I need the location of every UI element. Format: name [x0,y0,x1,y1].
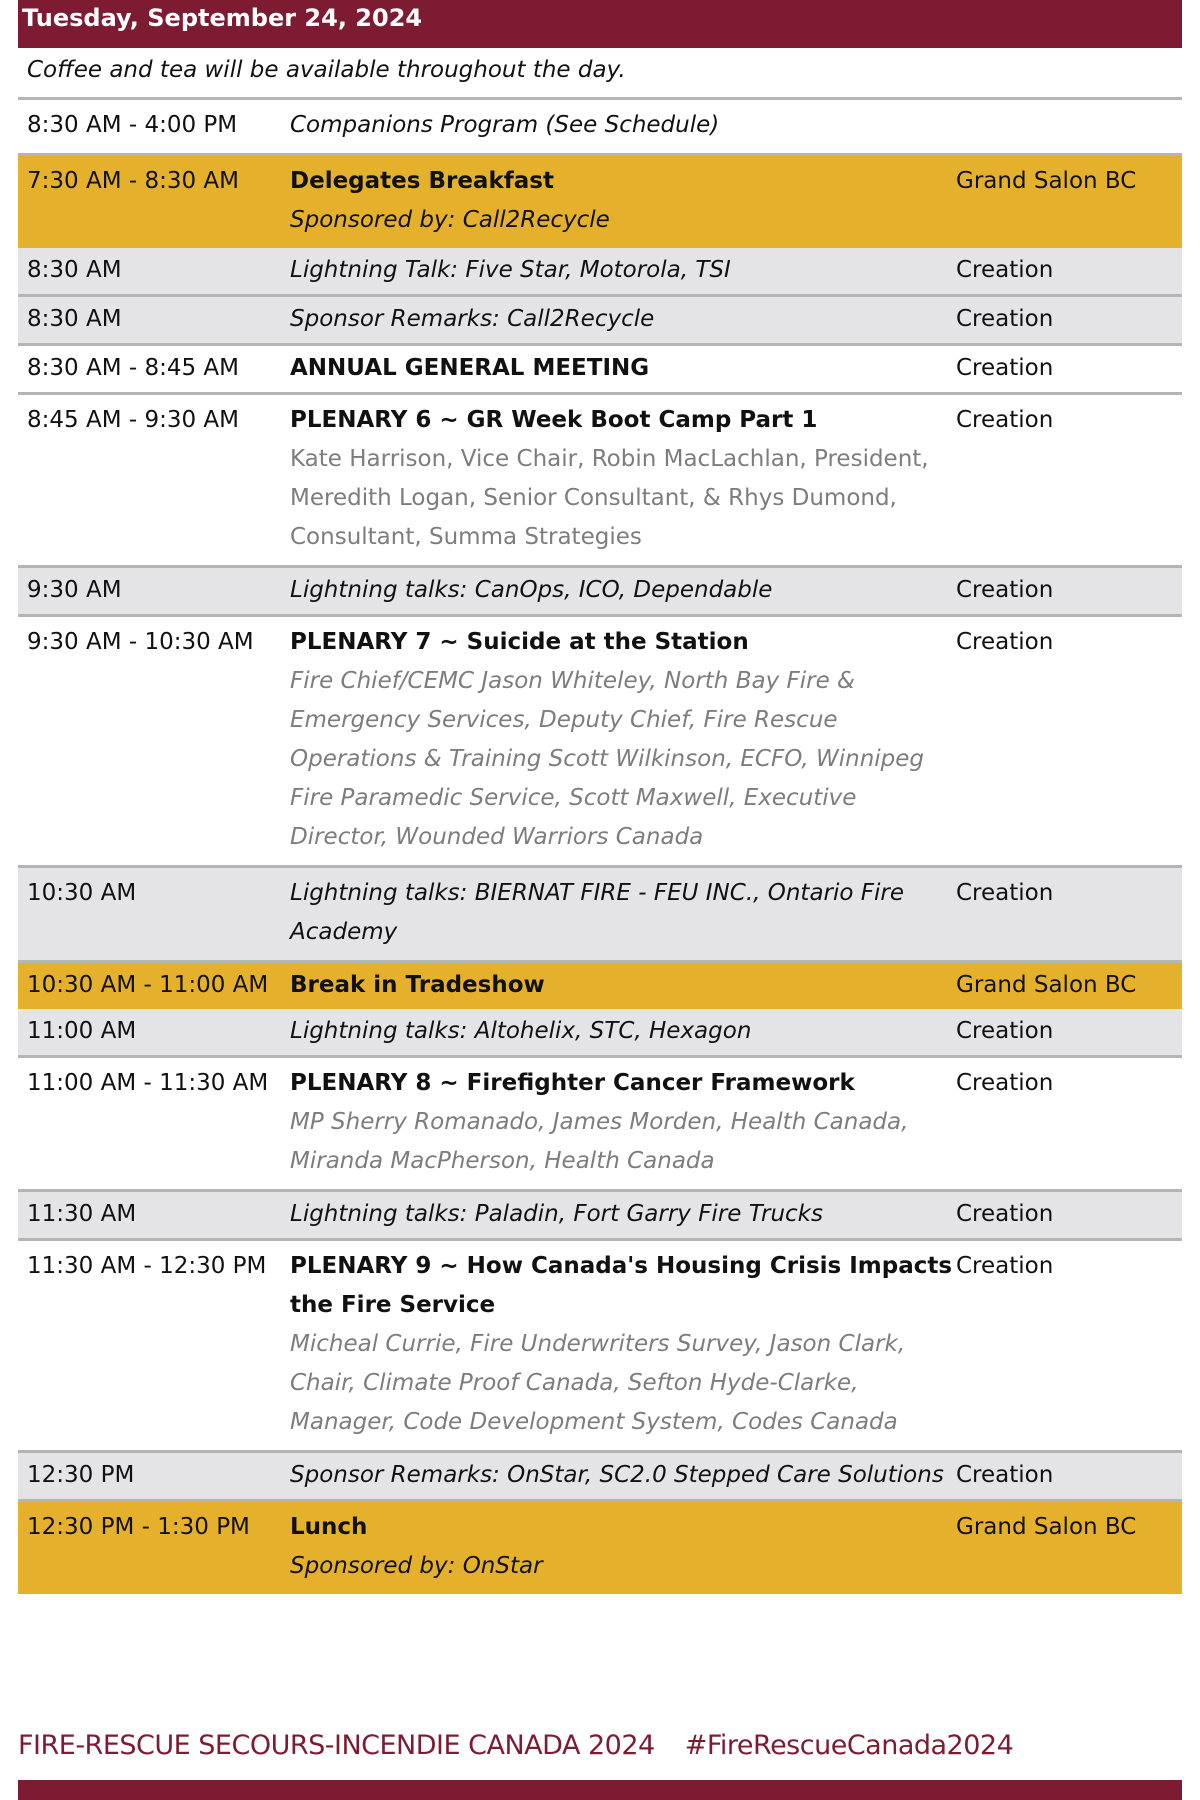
event-title: Lightning Talk: Five Star, Motorola, TSI [290,257,731,283]
event-title: Lightning talks: Paladin, Fort Garry Fire Trucks [290,1201,823,1227]
event-title: ANNUAL GENERAL MEETING [290,355,650,381]
event-speakers: Kate Harrison, Vice Chair, Robin MacLachlan, President, Meredith Logan, Senior Consultant, & Rhys Dumond, Consultant, Summa Strategies [290,446,929,550]
row-event [290,349,956,388]
row-time: 8:30 AM [27,306,122,332]
row-room: Creation [956,1070,1054,1096]
row-event [290,1508,956,1586]
event-title: PLENARY 6 ~ GR Week Boot Camp Part 1 [290,407,818,433]
row-time: 10:30 AM - 11:00 AM [27,972,269,998]
row-event [290,1064,956,1181]
schedule-row [18,297,1182,346]
row-time: 7:30 AM - 8:30 AM [27,168,239,194]
row-event [290,251,956,290]
footer-bar [18,1780,1182,1800]
row-time: 12:30 PM [27,1462,135,1488]
row-event [290,1247,956,1442]
schedule-row-highlight [18,1502,1182,1594]
row-event [290,966,956,1005]
schedule-row [18,1241,1182,1453]
row-event [290,623,956,857]
row-room: Creation [956,355,1054,381]
row-time: 9:30 AM - 10:30 AM [27,629,254,655]
schedule-row [18,100,1182,156]
row-time: 8:30 AM - 8:45 AM [27,355,239,381]
row-time: 10:30 AM [27,880,137,906]
event-sponsor: Sponsored by: OnStar [290,1553,543,1579]
row-time: 11:30 AM [27,1201,137,1227]
schedule-row [18,868,1182,963]
schedule-page [18,0,1182,1594]
row-room: Grand Salon BC [956,972,1137,998]
schedule-row-highlight [18,156,1182,248]
schedule-row-highlight [18,963,1182,1009]
row-time: 8:30 AM - 4:00 PM [27,112,238,138]
footer-event-name: FIRE-RESCUE SECOURS-INCENDIE CANADA 2024 [18,1730,655,1761]
event-speakers: MP Sherry Romanado, James Morden, Health Canada, Miranda MacPherson, Health Canada [290,1109,909,1174]
footer-hashtag: #FireRescueCanada2024 [684,1730,1014,1761]
event-title: Lightning talks: Altohelix, STC, Hexagon [290,1018,752,1044]
row-event [290,874,956,952]
row-event [290,300,956,339]
row-room: Creation [956,577,1054,603]
row-room: Creation [956,1018,1054,1044]
event-speakers: Fire Chief/CEMC Jason Whiteley, North Bay Fire & Emergency Services, Deputy Chief, Fire Rescue Operations & Training Scott Wilkinson, ECFO, Winnipeg Fire Paramedic Service, Scott Maxwell, Executive Director, Wounded Warriors Canada [290,668,925,850]
schedule-row [18,1453,1182,1502]
row-room [956,106,1182,145]
row-time: 9:30 AM [27,577,122,603]
row-room: Creation [956,1253,1054,1279]
event-title: Lightning talks: BIERNAT FIRE - FEU INC., Ontario Fire Academy [290,880,905,945]
row-time: 11:00 AM - 11:30 AM [27,1070,269,1096]
schedule-row [18,1192,1182,1241]
row-event [290,162,956,240]
row-event [290,401,956,557]
row-event [290,571,956,610]
schedule-row [18,248,1182,297]
row-event [290,1012,956,1051]
row-room: Creation [956,880,1054,906]
row-room: Creation [956,629,1054,655]
row-time: 8:45 AM - 9:30 AM [27,407,239,433]
row-time: 11:30 AM - 12:30 PM [27,1253,267,1279]
event-title: Delegates Breakfast [290,168,554,194]
date-header: Tuesday, September 24, 2024 [18,0,1182,48]
schedule-row [18,568,1182,617]
row-time: 8:30 AM [27,257,122,283]
event-title: Sponsor Remarks: Call2Recycle [290,306,655,332]
event-title: Lunch [290,1514,368,1540]
row-room: Creation [956,257,1054,283]
row-time: 11:00 AM [27,1018,137,1044]
event-title: PLENARY 8 ~ Firefighter Cancer Framework [290,1070,855,1096]
row-room: Creation [956,1462,1054,1488]
row-event [290,1456,956,1495]
row-event [290,106,956,145]
schedule-row [18,617,1182,868]
event-speakers: Micheal Currie, Fire Underwriters Survey, Jason Clark, Chair, Climate Proof Canada, Sefton Hyde-Clarke, Manager, Code Development System, Codes Canada [290,1331,906,1435]
row-room: Creation [956,306,1054,332]
row-room: Creation [956,407,1054,433]
footer [18,1730,1013,1761]
event-title: Break in Tradeshow [290,972,545,998]
coffee-note: Coffee and tea will be available throughout the day. [18,48,1182,100]
schedule-row [18,1058,1182,1192]
event-title: Lightning talks: CanOps, ICO, Dependable [290,577,773,603]
event-title: PLENARY 9 ~ How Canada's Housing Crisis Impacts the Fire Service [290,1253,953,1318]
row-room: Grand Salon BC [956,1514,1137,1540]
event-title: Companions Program (See Schedule) [290,112,720,138]
row-room: Grand Salon BC [956,168,1137,194]
schedule-row [18,346,1182,395]
event-title: PLENARY 7 ~ Suicide at the Station [290,629,749,655]
event-sponsor: Sponsored by: Call2Recycle [290,207,610,233]
schedule-row [18,395,1182,568]
event-title: Sponsor Remarks: OnStar, SC2.0 Stepped Care Solutions [290,1462,944,1488]
row-time: 12:30 PM - 1:30 PM [27,1514,250,1540]
schedule-row [18,1009,1182,1058]
row-event [290,1195,956,1234]
row-room: Creation [956,1201,1054,1227]
